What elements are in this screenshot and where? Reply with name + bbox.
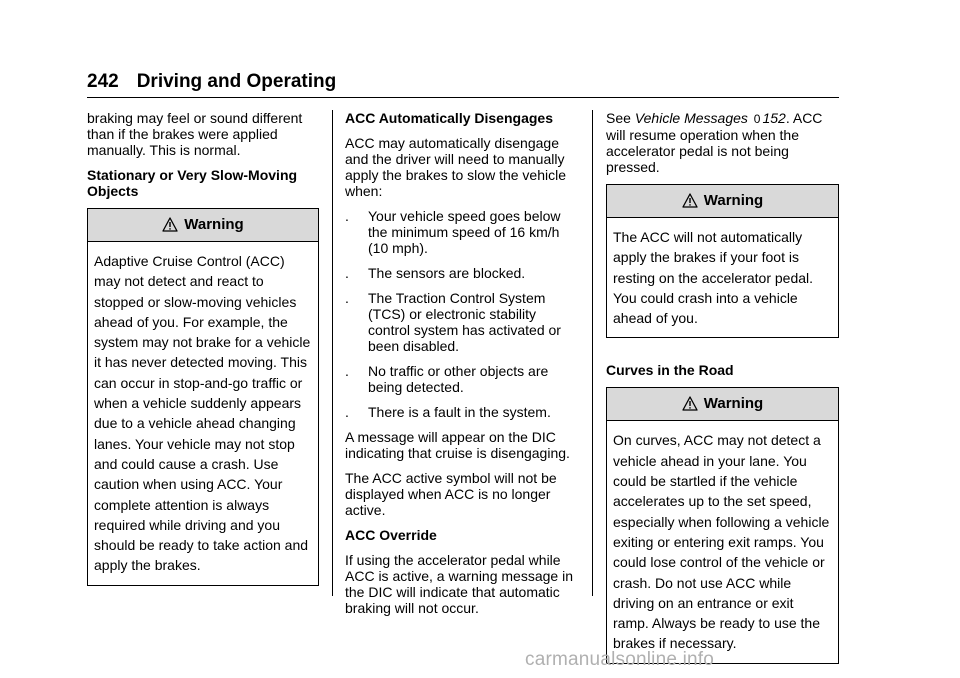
column-divider-1 bbox=[332, 110, 333, 596]
list-item: . Your vehicle speed goes below the minimum speed of 16 km/h (10 mph). bbox=[345, 208, 561, 256]
column-2 bbox=[345, 110, 581, 625]
page-reference[interactable]: 152 bbox=[762, 110, 786, 126]
warning-label: Warning bbox=[703, 192, 764, 209]
heading-acc-override: ACC Override bbox=[345, 527, 437, 543]
heading-stationary-objects: Stationary or Very Slow-Moving Objects bbox=[87, 167, 298, 199]
cross-reference-link[interactable]: Vehicle Messages bbox=[634, 110, 748, 126]
warning-box-curves bbox=[606, 387, 839, 663]
active-symbol-paragraph: The ACC active symbol will not be displayed when ACC is no longer active. bbox=[345, 470, 557, 518]
bullet-marker: . bbox=[345, 363, 349, 379]
bullet-marker: . bbox=[345, 404, 349, 420]
warning-box-stationary bbox=[87, 208, 319, 586]
page-header bbox=[87, 71, 839, 93]
see-reference-paragraph: See Vehicle Messages 0 152. ACC will resume operation when the accelerator pedal is not being pressed. bbox=[606, 110, 823, 175]
warning-header bbox=[607, 388, 838, 421]
warning-icon bbox=[682, 193, 698, 209]
bullet-marker: . bbox=[345, 290, 349, 306]
warning-icon bbox=[162, 217, 178, 233]
column-1 bbox=[87, 110, 319, 600]
column-divider-2 bbox=[592, 110, 593, 596]
dic-message-paragraph: A message will appear on the DIC indicating that cruise is disengaging. bbox=[345, 429, 570, 461]
header-divider bbox=[87, 97, 839, 98]
warning-body: On curves, ACC may not detect a vehicle ahead in your lane. You could be startled if the vehicle accelerates up to the set speed, especially when following a vehicle exiting or entering exit ramps. You could lose control of the vehicle or crash. Do not use ACC while driving on an entrance or exit ramp. Always be ready to use the brakes if necessary. bbox=[613, 432, 830, 652]
list-item: . No traffic or other objects are being detected. bbox=[345, 363, 549, 395]
warning-label: Warning bbox=[184, 216, 244, 233]
watermark: carmanualsonline.info bbox=[525, 649, 715, 670]
list-item: . The sensors are blocked. bbox=[345, 265, 526, 281]
list-item: . There is a fault in the system. bbox=[345, 404, 551, 420]
warning-icon bbox=[682, 396, 698, 412]
warning-body: Adaptive Cruise Control (ACC) may not detect and react to stopped or slow-moving vehicles ahead of you. For example, the system may not brake for a vehicle it has never detected moving. This can occur in stop-and-go traffic or when a vehicle suddenly appears due to a vehicle ahead changing lanes. Your vehicle may not stop and could cause a crash. Use caution when using ACC. Your complete attention is always required while driving and you should be ready to take action and apply the brakes. bbox=[94, 253, 311, 574]
override-paragraph: If using the accelerator pedal while ACC is active, a warning message in the DIC will indicate that automatic braking will not occur. bbox=[345, 552, 573, 616]
warning-header bbox=[607, 185, 838, 218]
warning-body: The ACC will not automatically apply the brakes if your foot is resting on the accelerator pedal. You could crash into a vehicle ahead of you. bbox=[613, 229, 814, 327]
column-3 bbox=[606, 110, 839, 678]
disengage-conditions-list bbox=[345, 208, 581, 420]
warning-label: Warning bbox=[703, 395, 764, 413]
warning-box-accelerator bbox=[606, 184, 839, 338]
disengage-paragraph: ACC may automatically disengage and the driver will need to manually apply the brakes to slow the vehicle when: bbox=[345, 135, 567, 199]
list-item: . The Traction Control System (TCS) or electronic stability control system has activated or been disabled. bbox=[345, 290, 561, 354]
warning-header bbox=[88, 209, 318, 242]
section-title: Driving and Operating bbox=[136, 71, 337, 92]
page-ref-arrow-icon: 0 bbox=[753, 112, 761, 126]
bullet-marker: . bbox=[345, 208, 349, 224]
bullet-marker: . bbox=[345, 265, 349, 281]
page-number: 242 bbox=[87, 71, 119, 92]
heading-acc-disengages: ACC Automatically Disengages bbox=[345, 110, 553, 126]
heading-curves: Curves in the Road bbox=[606, 362, 734, 379]
intro-paragraph: braking may feel or sound different than if the brakes were applied manually. This is normal. bbox=[87, 110, 303, 158]
